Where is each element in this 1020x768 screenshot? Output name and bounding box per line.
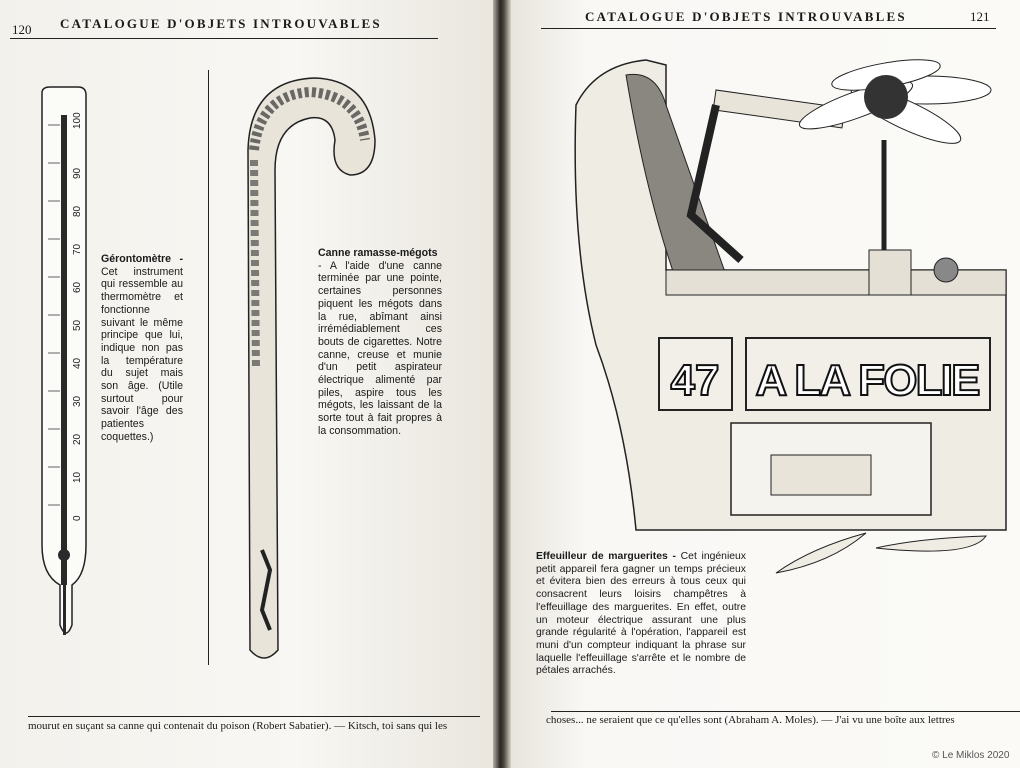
- scale-label: 70: [72, 243, 83, 255]
- caption-body: - A l'aide d'une canne terminée par une pointe, certaines personnes piquent les mégots dans la rue, abîmant ainsi irrémédiablement ces bouts de cigarettes. Notre canne, creuse et munie d'un petit aspirateur électrique alimenté par piles, aspire tous les mégots, les laissant de la sorte tout à fait propres à la consommation.: [318, 259, 442, 437]
- scale-label: 10: [72, 471, 83, 483]
- footer-text: choses... ne seraient que ce qu'elles sont (Abraham A. Moles). — J'ai vu une boîte aux lettres: [546, 714, 955, 726]
- left-page: [0, 0, 495, 768]
- scale-label: 60: [72, 281, 83, 293]
- caption-body: Cet ingénieux petit appareil fera gagner un temps précieux et évitera bien des erreurs à tous ceux qui consacrent leurs loisirs champêtres à l'effeuillage des marguerites. En effet, outre un moteur électrique assurant une plus grande régularité à l'opération, l'appareil est muni d'un compteur indiquant la phrase sur laquelle l'effeuillage s'arrête et le nombre de pétales arrachés.: [536, 551, 747, 677]
- caption-canne: [318, 247, 442, 438]
- book-gutter: [493, 0, 511, 768]
- scale-label: 90: [72, 167, 83, 179]
- running-title: CATALOGUE D'OBJETS INTROUVABLES: [585, 9, 907, 24]
- running-title: CATALOGUE D'OBJETS INTROUVABLES: [60, 16, 382, 31]
- scale-label: 100: [72, 112, 83, 129]
- header-rule: [10, 38, 438, 39]
- page-number: 120: [12, 22, 32, 37]
- caption-body: Cet instrument qui ressemble au thermomètre et fonctionne suivant le même principe que lui, indique non pas la température du sujet mais son âge. (Utile surtout pour savoir l'âge des patientes coquettes.): [101, 265, 183, 443]
- page-number: 121: [970, 9, 990, 24]
- scale-label: 20: [72, 433, 83, 445]
- right-page: [511, 0, 1020, 768]
- scale-label: 80: [72, 205, 83, 217]
- footer-text: mourut en suçant sa canne qui contenait du poison (Robert Sabatier). — Kitsch, toi sans qui les: [28, 720, 448, 732]
- header-rule: [541, 28, 996, 29]
- watermark: © Le Miklos 2020: [932, 750, 1010, 761]
- caption-title: Effeuilleur de marguerites -: [536, 551, 676, 562]
- footer-rule: [28, 716, 480, 717]
- counter-number: 47: [670, 356, 720, 405]
- counter-phrase: A LA FOLIE: [755, 356, 981, 405]
- scale-label: 40: [72, 357, 83, 369]
- column-divider: [208, 70, 209, 665]
- caption-title: Gérontomètre -: [101, 253, 183, 265]
- petals-illustration: [771, 528, 996, 580]
- thermometer-illustration: [30, 85, 100, 650]
- caption-title: Canne ramasse-mégots: [318, 247, 438, 259]
- caption-effeuilleur: [536, 551, 746, 678]
- caption-gerontometre: [101, 253, 183, 444]
- scale-label: 30: [72, 395, 83, 407]
- scale-label: 0: [72, 515, 83, 521]
- scale-label: 50: [72, 319, 83, 331]
- daisy-machine-illustration: [566, 45, 1011, 580]
- footer-rule: [551, 711, 1020, 712]
